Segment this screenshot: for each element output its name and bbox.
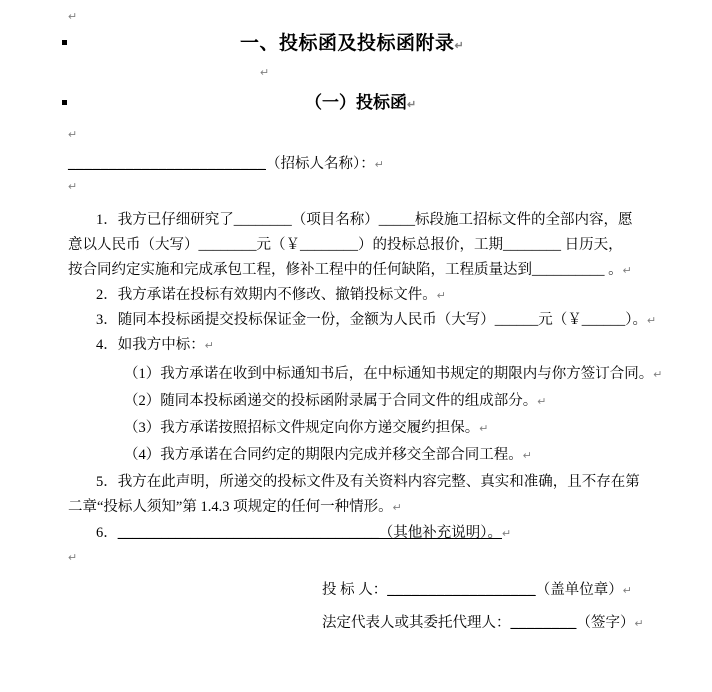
paragraph-mark: ↵ [479, 423, 489, 435]
signature-bidder-note: （盖单位章） [535, 582, 623, 598]
paragraph-mark: ↵ [436, 290, 446, 302]
clause-6-number: 6． [96, 525, 118, 541]
clause-5-number: 5． [96, 474, 118, 490]
section-subtitle-text: （一）投标函 [305, 93, 407, 112]
clause-4-subitem-4-text: （4）我方承诺在合同约定的期限内完成并移交全部合同工程。 [124, 447, 523, 463]
clause-4-text: 如我方中标： [117, 337, 205, 353]
paragraph-mark: ↵ [68, 11, 78, 23]
page-title [240, 28, 464, 55]
signature-bidder-label: 投 标 人： [322, 582, 388, 598]
clause-1-line-1 [96, 208, 633, 229]
clause-1-text-3: 按合同约定实施和完成承包工程，修补工程中的任何缺陷，工程质量达到__________ 。 [68, 262, 623, 278]
paragraph-mark: ↵ [68, 181, 78, 193]
paragraph-mark: ↵ [260, 67, 270, 79]
signature-line-representative [322, 611, 644, 632]
signature-representative-blank: ________ [510, 615, 577, 631]
clause-1-number: 1． [96, 212, 118, 228]
clause-4-subitem-1-text: （1）我方承诺在收到中标通知书后，在中标通知书规定的期限内与你方签订合同。 [124, 366, 654, 382]
list-bullet-marker [62, 40, 67, 45]
clause-3-number: 3． [96, 312, 118, 328]
clause-4-subitem-2 [124, 389, 546, 410]
signature-representative-label: 法定代表人或其委托代理人： [322, 615, 511, 631]
clause-4-number: 4． [96, 337, 118, 353]
paragraph-mark: ↵ [647, 315, 657, 327]
paragraph-mark: ↵ [204, 340, 214, 352]
clause-5-text-1: 我方在此声明，所递交的投标文件及有关资料内容完整、真实和准确，且不存在第 [117, 474, 640, 490]
paragraph-mark: ↵ [502, 528, 512, 540]
clause-6-text: ____________________________________（其他补充说明）。 [117, 525, 502, 541]
paragraph-mark: ↵ [634, 618, 644, 630]
paragraph-mark: ↵ [407, 99, 417, 111]
page-title-text: 一、投标函及投标函附录 [240, 33, 455, 54]
paragraph-mark: ↵ [653, 369, 663, 381]
clause-1-line-2 [68, 233, 623, 254]
clause-1-line-3 [68, 258, 632, 279]
signature-representative-note: （签字） [576, 615, 635, 631]
clause-1-text-1: 我方已仔细研究了________（项目名称）_____标段施工招标文件的全部内容，愿 [117, 212, 633, 228]
paragraph-mark: ↵ [537, 396, 547, 408]
clause-4-subitem-2-text: （2）随同本投标函递交的投标函附录属于合同文件的组成部分。 [124, 393, 538, 409]
list-bullet-marker-2 [62, 100, 67, 105]
section-subtitle [305, 88, 416, 113]
clause-4-subitem-4 [124, 443, 532, 464]
clause-4-subitem-1 [124, 362, 662, 383]
paragraph-mark: ↵ [374, 159, 384, 171]
paragraph-mark: ↵ [622, 265, 632, 277]
clause-4-subitem-3-text: （3）我方承诺按照招标文件规定向你方递交履约担保。 [124, 420, 480, 436]
clause-4-line [96, 333, 214, 354]
paragraph-mark: ↵ [68, 552, 78, 564]
clause-4-subitem-3 [124, 416, 488, 437]
signature-line-bidder [322, 578, 632, 599]
paragraph-mark: ↵ [68, 129, 78, 141]
clause-5-line-1 [96, 470, 640, 491]
addressee-label: （招标人名称）： [266, 156, 375, 172]
clause-5-text-2: 二章“投标人须知”第 1.4.3 项规定的任何一种情形。 [68, 499, 393, 515]
paragraph-mark: ↵ [522, 450, 532, 462]
signature-bidder-blank: __________________ [387, 582, 536, 598]
paragraph-mark: ↵ [622, 585, 632, 597]
clause-2-line [96, 283, 446, 304]
clause-1-text-2: 意以人民币（大写）________元（￥________）的投标总报价，工期________ 日历天， [68, 237, 623, 253]
clause-5-line-2 [68, 495, 402, 516]
clause-6-line [96, 521, 511, 542]
paragraph-mark: ↵ [454, 40, 465, 52]
addressee-blank: ________________________ [68, 156, 266, 172]
clause-3-line [96, 308, 656, 329]
clause-3-text: 随同本投标函提交投标保证金一份，金额为人民币（大写）______元（￥______）。 [117, 312, 647, 328]
paragraph-mark: ↵ [392, 502, 402, 514]
addressee-line [68, 152, 384, 173]
clause-2-text: 我方承诺在投标有效期内不修改、撤销投标文件。 [117, 287, 437, 303]
clause-2-number: 2． [96, 287, 118, 303]
